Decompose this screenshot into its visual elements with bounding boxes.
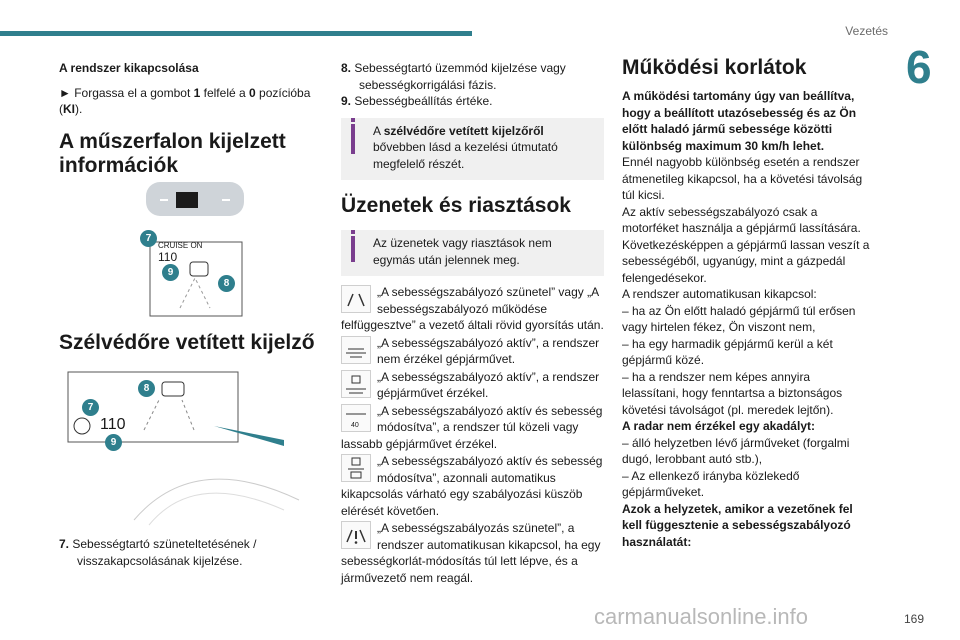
hud-speed: 110 (100, 416, 126, 433)
paragraph: Következésképpen a gépjármű lassan veszít a sebességéből, ugyanúgy, mint a gázpedál felengedésekor. (622, 237, 870, 285)
page-number: 169 (903, 612, 924, 626)
icon-speed-text: 40 (351, 421, 359, 429)
text-bold: szélvédőre vetített kijelzőről (383, 123, 544, 138)
speed-adjusted-icon (341, 404, 371, 432)
cluster-figure (140, 180, 250, 320)
cruise-active-vehicle-icon (341, 370, 371, 398)
list-item: – ha egy harmadik gépjármű kerül a két gépjármű közé. (622, 336, 833, 367)
hud-figure (64, 370, 304, 530)
list-item: – Az ellenkező irányba közlekedő gépjárműveket. (622, 468, 800, 499)
text: bővebben lásd a kezelési útmutató megfelelő részét. (373, 140, 558, 171)
item-number: 8. (341, 61, 352, 75)
text: Az üzenetek vagy riasztások nem egymás után jelennek meg. (373, 236, 552, 267)
item-text: Sebességtartó üzemmód kijelzése vagy sebességkorrigálási fázis. (354, 61, 566, 92)
column-right (622, 56, 870, 550)
watermark: carmanualsonline.info (594, 604, 809, 629)
text: pozícióba ( (59, 85, 311, 116)
message-2 (341, 335, 604, 368)
badge-8: 8 (138, 380, 155, 397)
text: ). (75, 102, 83, 116)
dashboard-outline (134, 479, 299, 520)
title-instrument-info: A műszerfalon kijelzett információk (59, 129, 286, 177)
text: felfelé a (200, 85, 249, 100)
badge-7: 7 (82, 399, 99, 416)
list-item: – ha a rendszer nem képes annyira lelassítani, hogy fenntartsa a biztonságos követési távolságot (pl. meredek lejtőn). (622, 369, 843, 417)
badge-9: 9 (162, 264, 179, 281)
text-bold: 1 (193, 85, 201, 100)
cluster-illustration (140, 180, 250, 320)
message-3 (341, 369, 604, 402)
message-text: „A sebességszabályozó aktív és sebesség módosítva”, azonnali automatikus kikapcsolás várható egy szabályozási küszöb elérését követően. (341, 454, 603, 518)
cluster-cruise-label: CRUISE ON (158, 241, 203, 250)
item-text: Sebességtartó szüneteltetésének / visszakapcsolásának kijelzése. (72, 537, 257, 568)
top-accent-bar (0, 31, 472, 36)
list-item: – álló helyzetben lévő járműveket (forgalmi dugó, lerobbant autó stb.), (622, 435, 850, 466)
steering-outline (149, 493, 284, 525)
message-text: „A sebességszabályozó szünetel” vagy „A sebességszabályozó működése felfüggesztve” a vezető általi rövid gyorsítás után. (341, 285, 604, 332)
message-text: „A sebességszabályozó aktív”, a rendszer nem érzékel gépjárművet. (377, 335, 600, 366)
message-1 (341, 284, 604, 334)
text-bold: KI (63, 102, 75, 116)
message-text: „A sebességszabályozó aktív”, a rendszer gépjárművet érzékel. (377, 369, 600, 400)
cruise-active-no-vehicle-icon (341, 336, 371, 364)
message-6 (341, 520, 604, 586)
chapter-number: 6 (906, 41, 932, 93)
badge-8: 8 (218, 275, 235, 292)
cluster-screen (176, 192, 198, 208)
cruise-paused-warning-icon (341, 521, 371, 549)
info-icon-dot (351, 230, 355, 234)
hud-illustration (64, 370, 304, 530)
message-5 (341, 453, 604, 519)
paragraph-bold: Azok a helyzetek, amikor a vezetőnek fel kell függesztenie a sebességszabályozó használatát: (622, 501, 853, 549)
text-bold: 0 (249, 85, 256, 100)
item-text: Sebességbeállítás értéke. (354, 94, 493, 108)
badge-7: 7 (140, 230, 157, 247)
paragraph: A rendszer automatikusan kikapcsol: (622, 287, 817, 301)
message-text: „A sebességszabályozás szünetel”, a rendszer automatikusan kikapcsol, ha egy sebességkorlát-módosítás túl lett lépve, és a járművezető nem reagál. (341, 521, 601, 585)
info-box-hud (341, 118, 604, 181)
item-8 (341, 60, 604, 93)
paragraph-bold: A működési tartomány úgy van beállítva, hogy a beállított utazósebesség és az Ön előtt haladó jármű sebessége közötti különbség maximum 30 km/h lehet. (622, 89, 857, 153)
message-text: „A sebességszabályozó aktív és sebesség módosítva”, a rendszer túl közeli vagy lassabb gépjárművet érzékel. (341, 403, 603, 451)
item-7 (59, 536, 321, 569)
title-messages: Üzenetek és riasztások (341, 194, 571, 217)
item-9 (341, 93, 604, 110)
info-icon (351, 236, 355, 262)
cluster-speed: 110 (158, 250, 178, 264)
info-icon (351, 124, 355, 154)
section-title: Vezetés (845, 24, 888, 38)
text: ► Forgassa el a gombot (59, 85, 194, 100)
paragraph: Az aktív sebességszabályozó csak a motorféket használja a gépjármű lassítására. (622, 204, 861, 235)
info-box-messages (341, 230, 604, 276)
heading-system-off: A rendszer kikapcsolása (59, 61, 199, 75)
message-4 (341, 403, 604, 453)
item-number: 7. (59, 537, 70, 551)
item-number: 9. (341, 94, 352, 108)
title-limits: Működési korlátok (622, 56, 807, 79)
list-item: – ha az Ön előtt haladó gépjármű túl erősen vagy hirtelen fékez, Ön viszont nem, (622, 303, 856, 334)
column-middle (341, 60, 604, 587)
title-hud: Szélvédőre vetített kijelző (59, 331, 315, 354)
badge-9: 9 (105, 434, 122, 451)
paragraph: Ennél nagyobb különbség esetén a rendszer átmenetileg kikapcsol, ha a követési távolság túl kicsi. (622, 155, 863, 202)
text: A (373, 123, 384, 138)
speed-adjusted-warning-icon (341, 454, 371, 482)
paragraph-bold: A radar nem érzékel egy akadályt: (622, 419, 815, 433)
paragraph-system-off (59, 85, 319, 118)
info-icon-dot (351, 118, 355, 122)
cruise-paused-icon (341, 285, 371, 313)
column-left (59, 60, 319, 178)
